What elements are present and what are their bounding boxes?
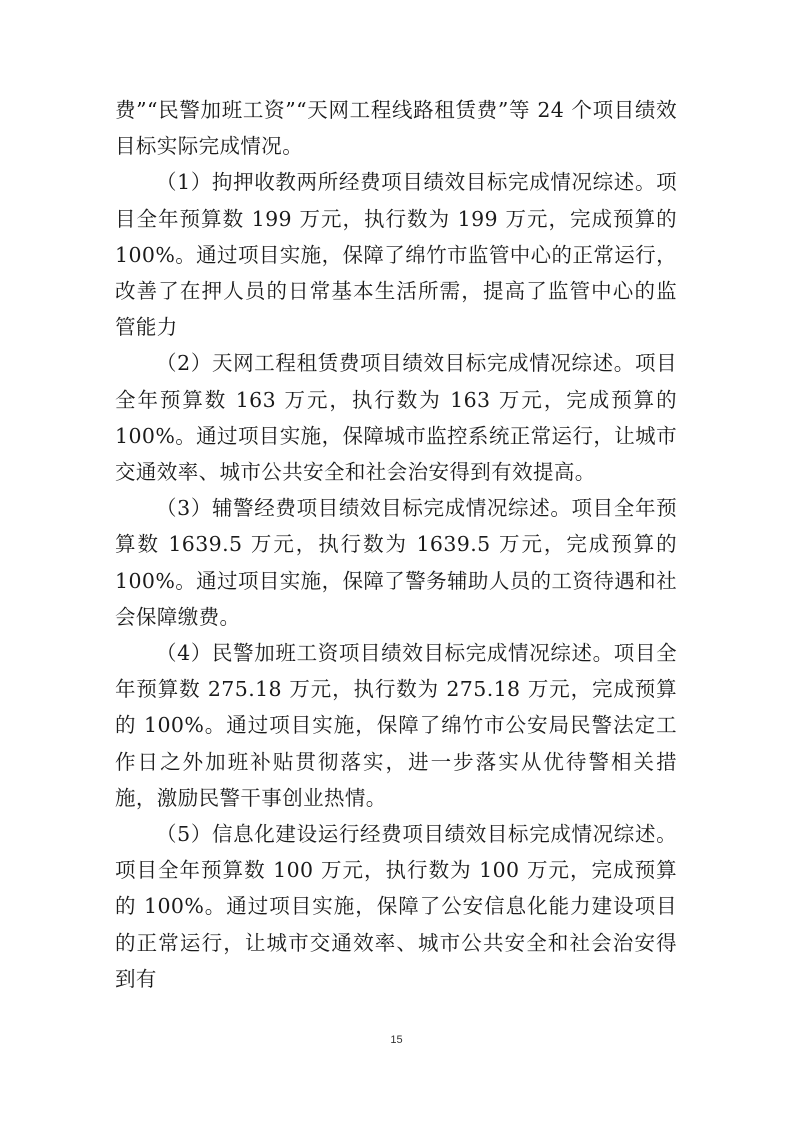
document-body	[115, 92, 677, 997]
paragraph-continuation: 费”“民警加班工资”“天网工程线路租赁费”等 24 个项目绩效目标实际完成情况。	[115, 98, 677, 159]
paragraph-item-1: （1）拘押收教两所经费项目绩效目标完成情况综述。项目全年预算数 199 万元，执行数为 199 万元，完成预算的 100%。通过项目实施，保障了绵竹市监管中心的正常运行，改善了在押人员的日常基本生活所需，提高了监管中心的监管能力	[115, 170, 677, 340]
page-number: 15	[390, 1034, 403, 1046]
paragraph-item-2: （2）天网工程租赁费项目绩效目标完成情况综述。项目全年预算数 163 万元，执行数为 163 万元，完成预算的 100%。通过项目实施，保障城市监控系统正常运行，让城市交通效率、城市公共安全和社会治安得到有效提高。	[115, 351, 677, 485]
paragraph-item-5: （5）信息化建设运行经费项目绩效目标完成情况综述。项目全年预算数 100 万元，执行数为 100 万元，完成预算的 100%。通过项目实施，保障了公安信息化能力建设项目的正常运行，让城市交通效率、城市公共安全和社会治安得到有	[115, 822, 677, 991]
paragraph-item-3: （3）辅警经费项目绩效目标完成情况综述。项目全年预算数 1639.5 万元，执行数为 1639.5 万元，完成预算的 100%。通过项目实施，保障了警务辅助人员的工资待遇和社会保障缴费。	[115, 496, 677, 629]
paragraph-item-4: （4）民警加班工资项目绩效目标完成情况综述。项目全年预算数 275.18 万元，执行数为 275.18 万元，完成预算的 100%。通过项目实施，保障了绵竹市公安局民警法定工作日之外加班补贴贯彻落实，进一步落实从优待警相关措施，激励民警干事创业热情。	[115, 641, 677, 810]
